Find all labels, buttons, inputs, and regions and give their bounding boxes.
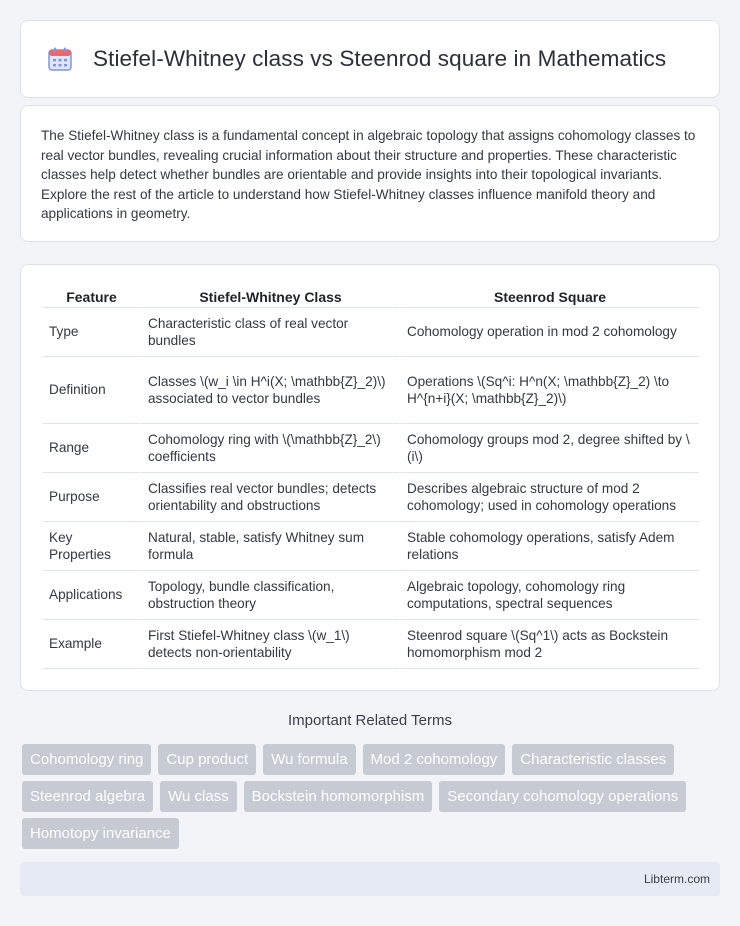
table-row [43, 473, 699, 522]
related-term-tag[interactable]: Wu formula [263, 744, 355, 775]
stiefel-whitney-cell: Natural, stable, satisfy Whitney sum formula [140, 522, 399, 571]
steenrod-cell: Algebraic topology, cohomology ring computations, spectral sequences [399, 571, 699, 620]
intro-paragraph: The Stiefel-Whitney class is a fundamental concept in algebraic topology that assigns cohomology classes to real vector bundles, revealing crucial information about their structure and properties. These characteristic classes help detect whether bundles are orientable and provide insights into their topological invariants. Explore the rest of the article to understand how Stiefel-Whitney classes influence manifold theory and applications in geometry. [41, 128, 696, 222]
steenrod-cell: Cohomology operation in mod 2 cohomology [399, 308, 699, 357]
feature-cell: Key Properties [43, 522, 140, 571]
related-terms-list [22, 744, 722, 855]
header-stiefel-whitney: Stiefel-Whitney Class [140, 285, 399, 308]
related-term-tag[interactable]: Bockstein homomorphism [244, 781, 433, 812]
stiefel-whitney-cell: Topology, bundle classification, obstruction theory [140, 571, 399, 620]
related-term-tag[interactable]: Homotopy invariance [22, 818, 179, 849]
feature-cell: Range [43, 424, 140, 473]
table-row [43, 357, 699, 424]
related-term-tag[interactable]: Characteristic classes [512, 744, 674, 775]
feature-cell: Applications [43, 571, 140, 620]
comparison-table [43, 285, 699, 669]
table-header-row [43, 285, 699, 308]
steenrod-cell: Stable cohomology operations, satisfy Adem relations [399, 522, 699, 571]
related-term-tag[interactable]: Secondary cohomology operations [439, 781, 686, 812]
feature-cell: Purpose [43, 473, 140, 522]
steenrod-cell: Cohomology groups mod 2, degree shifted by \(i\) [399, 424, 699, 473]
related-term-tag[interactable]: Wu class [160, 781, 237, 812]
table-row [43, 571, 699, 620]
stiefel-whitney-cell: Characteristic class of real vector bundles [140, 308, 399, 357]
comparison-table-card [20, 264, 720, 691]
stiefel-whitney-cell: Classifies real vector bundles; detects orientability and obstructions [140, 473, 399, 522]
feature-cell: Type [43, 308, 140, 357]
table-row [43, 620, 699, 669]
related-terms-title: Important Related Terms [288, 712, 452, 729]
header-steenrod: Steenrod Square [399, 285, 699, 308]
stiefel-whitney-cell: Classes \(w_i \in H^i(X; \mathbb{Z}_2)\) associated to vector bundles [140, 357, 399, 424]
table-row [43, 424, 699, 473]
footer-site-link[interactable]: Libterm.com [643, 872, 710, 886]
feature-cell: Definition [43, 357, 140, 424]
related-term-tag[interactable]: Cohomology ring [22, 744, 151, 775]
table-row [43, 308, 699, 357]
feature-cell: Example [43, 620, 140, 669]
page-title: Stiefel-Whitney class vs Steenrod square in Mathematics [93, 46, 667, 71]
header-feature: Feature [43, 285, 140, 308]
steenrod-cell: Describes algebraic structure of mod 2 cohomology; used in cohomology operations [399, 473, 699, 522]
related-term-tag[interactable]: Steenrod algebra [22, 781, 153, 812]
steenrod-cell: Operations \(Sq^i: H^n(X; \mathbb{Z}_2) \to H^{n+i}(X; \mathbb{Z}_2)\) [399, 357, 699, 424]
footer-bar [20, 862, 720, 896]
steenrod-cell: Steenrod square \(Sq^1\) acts as Bockstein homomorphism mod 2 [399, 620, 699, 669]
header-card [20, 20, 720, 98]
related-term-tag[interactable]: Mod 2 cohomology [363, 744, 506, 775]
related-term-tag[interactable]: Cup product [158, 744, 256, 775]
stiefel-whitney-cell: Cohomology ring with \(\mathbb{Z}_2\) coefficients [140, 424, 399, 473]
stiefel-whitney-cell: First Stiefel-Whitney class \(w_1\) detects non-orientability [140, 620, 399, 669]
table-row [43, 522, 699, 571]
intro-card [20, 105, 720, 242]
calendar-icon [47, 46, 73, 72]
